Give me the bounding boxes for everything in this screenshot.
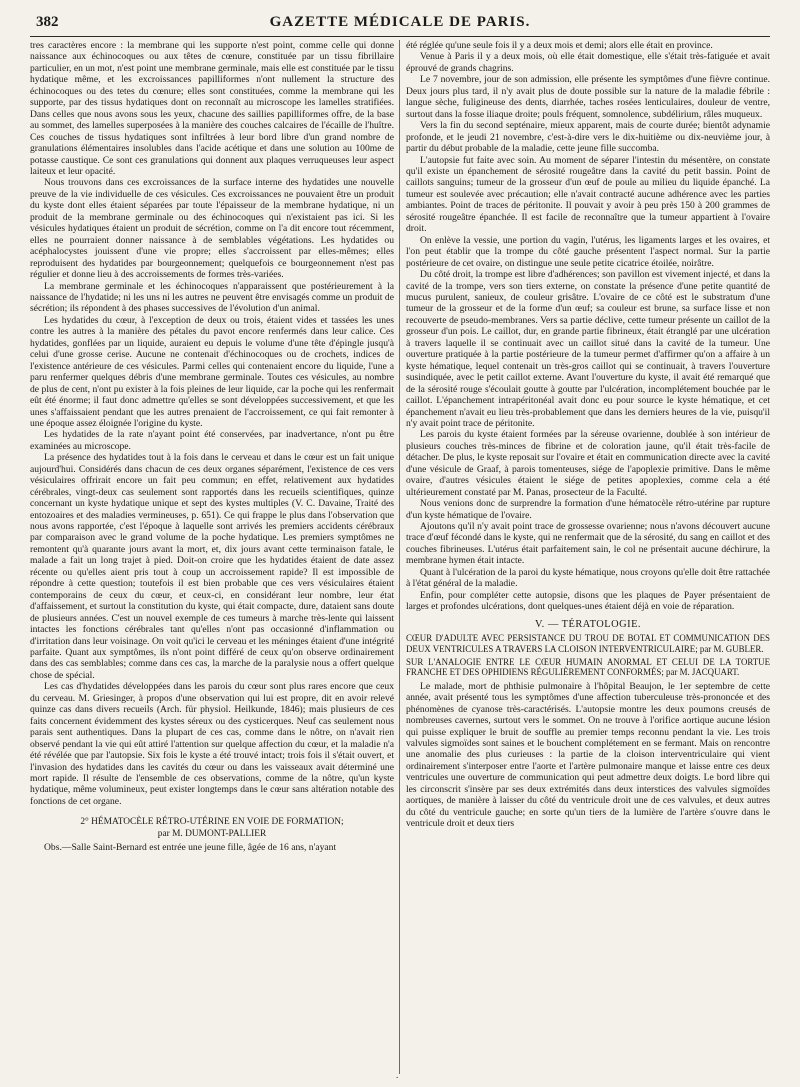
paragraph: Les hydatides du cœur, à l'exception de deux ou trois, étaient vides et tassées les unes contre les autres à la manière des pétales du pavot encore renfermés dans leur calice. Ces hydatides, gonflées par un liquide, auraient eu depuis le volume d'une tête d'épingle jusqu'à celui d'une grosse cerise. Aucune ne contenait d'échinocoques ou de crochets, indices de l'existence antérieure de ces vésicules. Parmi celles qui contenaient encore du liquide, l'une a paru renfermer quelques débris d'une membrane germinale. Toutes ces vésicules, au nombre de plus de cent, n'ont pu exister à la fois pleines de leur liquide, car la poche qui les renfermait eût été énorme; il faut donc admettre qu'elles se sont développées successivement, et que les unes s'affaissaient pendant que les autres prenaient de l'accroissement, ce qui fait remonter à une époque assez éloignée l'origine du kyste. bbox=[30, 314, 394, 429]
article-author: par M. DUMONT-PALLIER bbox=[157, 828, 267, 839]
paragraph: Vers la fin du second septénaire, mieux apparent, mais de courte durée; bientôt adynamie profonde, et le jeudi 21 novembre, c'est-à-dire vers le dix-huitième ou dix-neuvième jour, à partir du début probable de la maladie, cette jeune fille succomba. bbox=[406, 120, 770, 155]
running-title: GAZETTE MÉDICALE DE PARIS. bbox=[269, 14, 531, 30]
paragraph: Ajoutons qu'il n'y avait point trace de grossesse ovarienne; nous n'avons découvert aucune trace d'œuf fécondé dans le kyste, qui ne renfermait que de la sérosité, du sang en caillot et des couches fibrineuses. L'utérus était parfaitement sain, le col ne présentait aucune déchirure, la membrane hymen était intacte. bbox=[406, 521, 770, 567]
article-abstract-title: SUR L'ANALOGIE ENTRE LE CŒUR HUMAIN ANORMAL ET CELUI DE LA TORTUE FRANCHE ET DES OPHIDIENS RÉGULIÈREMENT CONFORMÉS; par M. JACQUART. bbox=[406, 656, 770, 678]
paragraph: Les parois du kyste étaient formées par la séreuse ovarienne, doublée à son intérieur de plusieurs couches très-minces de fibrine et de coloration jaune, qu'il était très-facile de détacher. De plus, le kyste reposait sur l'ovaire et était en communication directe avec la cavité d'une vésicule de Graaf, à parois tomenteuses, siége de l'apoplexie primitive. Dans le même ovaire, d'autres vésicules étaient le siége de petites apoplexies, comme cela a été ultérieurement constaté par M. Panas, prosecteur de la Faculté. bbox=[406, 429, 770, 498]
paragraph: été réglée qu'une seule fois il y a deux mois et demi; alors elle était en province. bbox=[406, 40, 713, 51]
article-abstract-title: CŒUR D'ADULTE AVEC PERSISTANCE DU TROU DE BOTAL ET COMMUNICATION DES DEUX VENTRICULES A TRAVERS LA CLOISON INTERVENTRICULAIRE; par M. GUBLER. bbox=[406, 633, 770, 654]
paragraph: La présence des hydatides tout à la fois dans le cerveau et dans le cœur est un fait unique aujourd'hui. Considérés dans chacun de ces deux organes séparément, l'existence de ces vers vésiculaires offrirait encore un fait peu commun; en effet, relativement aux hydatides cérébrales, vingt-deux cas seulement sont rapportés dans les recueils scientifiques, quinze concernant un kyste hydatique unique et sept des kystes multiples (V. C. Davaine, Traité des entozoaires et des maladies vermineuses, p. 651). Ce qui frappe le plus dans l'observation que nous avons rapportée, c'est l'époque à laquelle sont arrivés les premiers accidents cérébraux par comparaison avec le grand volume de la poche hydatique. Les premiers symptômes ne remontent qu'à quarante jours avant la mort, et, dix jours avant cette terminaison fatale, le malade a fait un long trajet à pied. Doit-on croire que les hydatides étaient de date assez récente ou qu'elles aient pris tout à coup un accroissement rapide? Il est impossible de répondre à cette question; toutefois il est bien probable que ces vers vésiculaires étaient contemporains de ceux du cœur, et ceux-ci, en considérant leur nombre, leur état d'affaissement, et surtout la constitution du kyste, qui était compacte, dure, dataient sans doute de plusieurs années. C'est un nouvel exemple de ces tumeurs à marche très-lente qui laissent intactes les fonctions cérébrales tant qu'elles n'ont pas occasionné d'inflammation ou d'irritation dans leur voisinage. On voit qu'ici le cerveau et les méninges étaient d'une intégrité parfaite. Quant aux symptômes, ils n'ont point différé de ceux qu'on observe ordinairement dans des cas semblables; comme dans ces cas, la marche de la paralysie nous a offert quelque chose de spécial. bbox=[30, 452, 394, 681]
paragraph: Nous trouvons dans ces excroissances de la surface interne des hydatides une nouvelle preuve de la vie individuelle de ces vésicules. Ces excroissances ne pouvaient être un produit du kyste dont elles étaient séparées par toute l'épaisseur de la membrane hydatique, ni un produit de la membrane germinale ou des échinocoques qui n'existaient pas ici. Si les vésicules hydatiques étaient un produit de sécrétion, comme on l'a dit encore tout récemment, elles ne pourraient donner naissance à de semblables végétations. Les hydatides ou acéphalocystes jouissent d'une vie propre; elles s'accroissent par elles-mêmes; elles reproduisent des hydatides par bourgeonnement; quelquefois ce bourgeonnement n'est pas régulier et donne lieu à des accroissements de formes très-variées. bbox=[30, 177, 394, 281]
left-column bbox=[30, 40, 394, 1074]
footer-mark: . bbox=[396, 1070, 399, 1080]
paragraph: Le 7 novembre, jour de son admission, elle présente les symptômes d'une fièvre continue. Deux jours plus tard, il n'y avait plus de doute possible sur la nature de la maladie fébrile : langue sèche, fuligineuse des dents, diarrhée, taches rosées lenticulaires, douleur de ventre, surtout dans la fosse iliaque droite; pouls fréquent, somnolence, subdélirium, râles muqueux. bbox=[406, 74, 770, 120]
paragraph: Venue à Paris il y a deux mois, où elle était domestique, elle s'était très-fatiguée et avait éprouvé de grands chagrins. bbox=[406, 51, 770, 74]
paragraph: L'autopsie fut faite avec soin. Au moment de séparer l'intestin du mésentère, on constate qu'il existe un épanchement de sérosité rougeâtre dans la cavité du petit bassin. Point de caillots sanguins; tumeur de la grosseur d'un œuf de poule au milieu du liquide épanché. La tumeur est soulevée avec précaution; elle n'avait contracté aucune adhérence avec les parties ambiantes. Point de traces de péritonite. Il pouvait y avoir à peu près 150 à 200 grammes de sérosité rougeâtre épanchée. Il est facile de reconnaître que la tumeur appartient à l'ovaire droit. bbox=[406, 154, 770, 235]
paragraph: Obs.—Salle Saint-Bernard est entrée une jeune fille, âgée de 16 ans, n'ayant bbox=[44, 841, 337, 853]
column-divider bbox=[399, 40, 400, 1074]
paragraph: On enlève la vessie, une portion du vagin, l'utérus, les ligaments larges et les ovaires, et l'on peut établir que la trompe du côté gauche présentent l'aspect normal. Sur la partie postérieure de cet ovaire, on distingue une seule petite cicatrice étoilée, noirâtre. bbox=[406, 234, 770, 269]
page-header bbox=[30, 12, 770, 36]
article-title: 2° HÉMATOCÈLE RÉTRO-UTÉRINE EN VOIE DE FORMATION; bbox=[80, 817, 344, 828]
paragraph: Quant à l'ulcération de la paroi du kyste hématique, nous croyons qu'elle doit être rattachée à l'état général de la maladie. bbox=[406, 566, 770, 590]
paragraph: tres caractères encore : la membrane qui les supporte n'est point, comme celle qui donne naissance aux échinocoques ou aux têtes de cœnure, constituée par un tissu fibrillaire particulier, en un mot, n'est point une membrane germinale, mais elle est constituée par le tissu hydatique même, et les excroissances papilliformes n'ont nullement la structure des échinocoques ou des tetes du cœnure; elles sont constituées, comme la membrane qui les supporte, par des tissus hydatiques dont on reconnaît au microscope les lamelles stratifiées. Dans celles que nous avons sous les yeux, chacune des saillies papilliformes offre, de la base au sommet, des lamelles superposées à la manière des couches calcaires de l'écaille de l'huître. Ces couches de tissus hydatiques sont infiltrées à leur bord libre d'un grand nombre de granulations élémentaires insolubles dans l'acide acétique et dans une solution au 100me de potasse caustique. Ce sont ces granulations qui donnent aux plaques verruqueuses leur aspect laiteux et leur opacité. bbox=[30, 40, 394, 177]
paragraph: Du côté droit, la trompe est libre d'adhérences; son pavillon est vivement injecté, et dans la cavité de la trompe, vers son tiers externe, on constate la présence d'une petite quantité de mucus purulent, sanieux, de couleur grisâtre. L'ovaire de ce côté est le substratum d'une tumeur de la grosseur et de la forme d'un œuf; sa couleur est brune, sa surface lisse et non recouverte de pseudo-membranes. Vers sa partie déclive, cette tumeur présente un caillot de la grosseur d'un pois. Le caillot, dur, en grande partie fibrineux, était étranglé par une ulcération à travers laquelle il se continuait avec un caillot situé dans la cavité de la tumeur. Une ouverture pratiquée à la partie postérieure de la tumeur permet d'affirmer qu'on a affaire à un kyste hématique, lequel contenait un très-gros caillot qui se continuait, à travers l'ouverture susindiquée, avec le petit caillot externe. Avant l'ouverture du kyste, il avait été remarqué que de la sérosité rouge s'écoulait goutte à goutte par l'ulcération, incomplétement bouchée par le caillot. L'épanchement intrapéritonéal avait donc eu pour source le kyste hématique, et cet épanchement n'avait eu lieu très-probablement que dans les derniers heures de la vie, puisqu'il n'y avait point trace de péritonite. bbox=[406, 269, 770, 429]
header-rule bbox=[30, 36, 770, 37]
paragraph: Enfin, pour compléter cette autopsie, disons que les plaques de Payer présentaient de larges et profondes ulcérations, dont quelques-unes étaient déjà en voie de réparation. bbox=[406, 589, 770, 613]
paragraph: Les hydatides de la rate n'ayant point été conservées, par inadvertance, n'ont pu être examinées au microscope. bbox=[30, 429, 394, 452]
article-heading bbox=[36, 817, 388, 839]
page-number: 382 bbox=[36, 14, 59, 30]
paragraph: La membrane germinale et les échinocoques n'apparaissent que postérieurement à la naissance de l'hydatide; ni les uns ni les autres ne peuvent être envisagés comme un produit de sécrétion; ils répondent à des phases successives de l'évolution d'un animal. bbox=[30, 280, 394, 315]
right-column bbox=[406, 40, 770, 1074]
paragraph: Les cas d'hydatides développées dans les parois du cœur sont plus rares encore que ceux du cerveau. M. Griesinger, à propos d'une observation qui lui est propre, dit en avoir relevé quinze cas dans divers recueils (Arch. für physiol. Heilkunde, 1846); mais plusieurs de ces faits concernent évidemment des kystes séreux ou des cysticerques. Neuf cas seulement nous parais sent authentiques. Dans la plupart de ces cas, comme dans le nôtre, on n'avait rien observé pendant la vie qui eût attiré l'attention sur quelque affection du cœur, et la maladie n'a été révélée que par l'autopsie. Six fois le kyste a été trouvé intact; trois fois il s'était ouvert, et l'invasion des hydatides dans les cavités du cœur ou dans les vaisseaux avait déterminé une mort rapide. Il résulte de l'ensemble de ces observations, comme de la nôtre, qu'un kyste hydatique, même volumineux, peut exister longtemps dans le cœur sans altération notable des fonctions de cet organe. bbox=[30, 681, 394, 807]
paragraph: Le malade, mort de phthisie pulmonaire à l'hôpital Beaujon, le 1er septembre de cette année, avait présenté tous les symptômes d'une affection tuberculeuse très-prononcée et des phénomènes de cyanose très-caractérisés. L'autopsie montre les deux poumons creusés de nombreuses cavernes, surtout vers le sommet. On ne trouve à l'orifice aortique aucune lésion qui puisse expliquer le bruit de souffle au premier temps reconnu pendant la vie. Les trois valvules sigmoïdes sont saines et le bouchent complétement en se fermant. Mais on rencontre une anomalie des plus curieuses : la partie de la cloison interventriculaire qui vient ordinairement s'interposer entre l'aorte et l'artère pulmonaire manque et laisse entre ces deux ventricules une ouverture de communication qui peut admettre deux doigts. Le bord libre qui les circonscrit s'insère par ses deux extrémités dans deux interstices des valvules sigmoïdes aortiques, de manière à laisser du côté du ventricule droit une de ces valvules, et deux autres du côté du ventricule gauche; en sorte qu'un tiers de la lumière de l'artère s'ouvre dans le ventricule droit et deux tiers bbox=[406, 680, 770, 830]
section-title: V. — TÉRATOLOGIE. bbox=[534, 618, 642, 630]
paragraph: Nous venions donc de surprendre la formation d'une hématocèle rétro-utérine par rupture d'un kyste hématique de l'ovaire. bbox=[406, 498, 770, 521]
